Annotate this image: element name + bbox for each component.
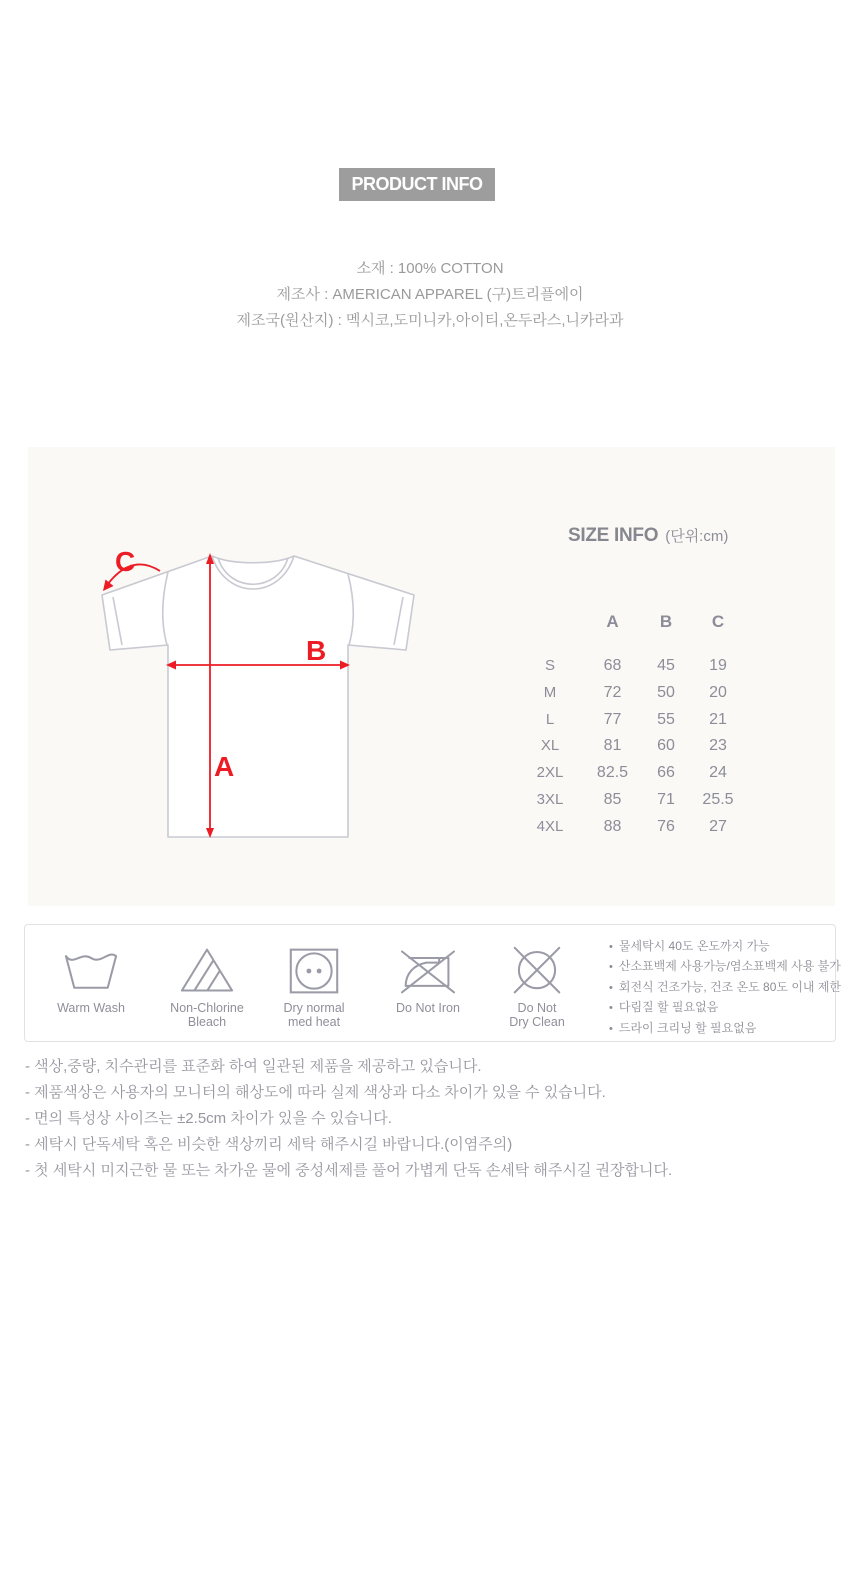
- size-cell: 45: [657, 657, 675, 674]
- care-bullet: • 다림질 할 필요없음: [609, 998, 844, 1018]
- care-bullet: • 물세탁시 40도 온도까지 가능: [609, 937, 844, 957]
- do-not-dry-clean-icon: [505, 945, 569, 997]
- size-cell: 85: [603, 790, 622, 808]
- size-cell: 25.5: [702, 790, 734, 808]
- size-cell: 66: [657, 764, 675, 782]
- size-info-panel: [28, 447, 835, 906]
- origin-line: 제조국(원산지) : 멕시코,도미니카,아이티,온두라스,니카라과: [236, 312, 624, 329]
- size-table-col-b: B: [659, 612, 673, 631]
- product-notes: [25, 1054, 835, 1184]
- size-cell: 19: [709, 657, 727, 674]
- manufacturer-line: 제조사 : AMERICAN APPAREL (구)트리플에이: [276, 286, 584, 303]
- label-a: A: [214, 751, 235, 782]
- size-row-label: 2XL: [536, 764, 564, 782]
- care-label-line: Non-Chlorine: [170, 1001, 244, 1015]
- care-bullet: • 산소표백제 사용가능/염소표백제 사용 불가: [609, 957, 844, 977]
- size-row-label: XL: [540, 737, 560, 755]
- size-cell: 21: [709, 710, 727, 728]
- label-c: C: [115, 546, 136, 577]
- size-cell: 20: [709, 683, 727, 701]
- care-item-dry-normal: [254, 945, 374, 1029]
- note-line: - 첫 세탁시 미지근한 물 또는 차가운 물에 중성세제를 풀어 가볍게 단독 손세탁 해주시길 권장합니다.: [25, 1162, 673, 1179]
- non-chlorine-bleach-icon: [175, 945, 239, 997]
- label-b: B: [306, 635, 327, 666]
- care-label-line: Dry Clean: [509, 1014, 565, 1029]
- warm-wash-icon: [59, 945, 123, 997]
- size-cell: 55: [657, 710, 675, 728]
- care-item-warm-wash: [31, 945, 151, 1016]
- care-item-non-chlorine-bleach: [147, 945, 267, 1029]
- size-info-unit: (단위:cm): [665, 528, 729, 545]
- care-label-line: med heat: [287, 1014, 341, 1029]
- size-table-col-c: C: [711, 612, 725, 631]
- size-cell: 23: [709, 737, 727, 755]
- size-row-label: M: [543, 683, 557, 701]
- product-info-badge: PRODUCT INFO: [339, 168, 495, 201]
- tshirt-measurement-diagram: [60, 508, 430, 853]
- note-line: - 세탁시 단독세탁 혹은 비슷한 색상끼리 세탁 해주시길 바랍니다.(이염주의): [25, 1136, 513, 1153]
- size-cell: 71: [657, 790, 675, 808]
- size-info-title: [568, 525, 728, 549]
- tshirt-outline: [102, 556, 414, 837]
- care-bullet: • 회전식 건조가능, 건조 온도 80도 이내 제한: [609, 978, 844, 998]
- care-instructions-panel: [24, 924, 842, 1042]
- size-cell: 72: [603, 683, 622, 701]
- size-cell: 50: [657, 683, 675, 701]
- note-line: - 제품색상은 사용자의 모니터의 해상도에 따라 실제 색상과 다소 차이가 있을 수 있습니다.: [25, 1084, 606, 1101]
- material-line: 소재 : 100% COTTON: [356, 260, 504, 277]
- size-row-label: S: [544, 657, 555, 674]
- care-item-do-not-iron: [368, 945, 488, 1016]
- care-label-line: Dry normal: [283, 1001, 345, 1015]
- size-cell: 77: [603, 710, 622, 728]
- do-not-iron-icon: [396, 945, 460, 997]
- size-cell: 27: [709, 817, 727, 835]
- size-info-heading: SIZE INFO: [568, 525, 659, 546]
- care-label-line: Bleach: [187, 1014, 227, 1029]
- care-bullet: • 드라이 크리닝 할 필요없음: [609, 1019, 844, 1039]
- dry-normal-med-heat-icon: [282, 945, 346, 997]
- product-details: [0, 256, 860, 334]
- size-row-label: L: [545, 710, 555, 728]
- size-cell: 76: [657, 817, 675, 835]
- size-cell: 68: [603, 657, 622, 674]
- care-label-line: Do Not: [517, 1001, 557, 1015]
- size-cell: 82.5: [596, 764, 629, 782]
- care-label-line: Do Not Iron: [396, 1001, 460, 1015]
- care-label-line: Warm Wash: [57, 1001, 125, 1015]
- size-row-label: 4XL: [536, 817, 564, 835]
- note-line: - 색상,중량, 치수관리를 표준화 하여 일관된 제품을 제공하고 있습니다.: [25, 1058, 482, 1075]
- note-line: - 면의 특성상 사이즈는 ±2.5cm 차이가 있을 수 있습니다.: [25, 1110, 392, 1127]
- size-cell: 88: [603, 817, 622, 835]
- size-table-col-a: A: [606, 612, 619, 631]
- size-row-label: 3XL: [536, 790, 564, 808]
- size-cell: 81: [603, 737, 622, 755]
- size-cell: 60: [657, 737, 675, 755]
- size-table: [515, 607, 744, 841]
- care-item-do-not-dry-clean: [477, 945, 597, 1029]
- size-table-corner: [515, 607, 585, 653]
- size-cell: 24: [709, 764, 727, 782]
- care-bullet-list: [609, 937, 844, 1039]
